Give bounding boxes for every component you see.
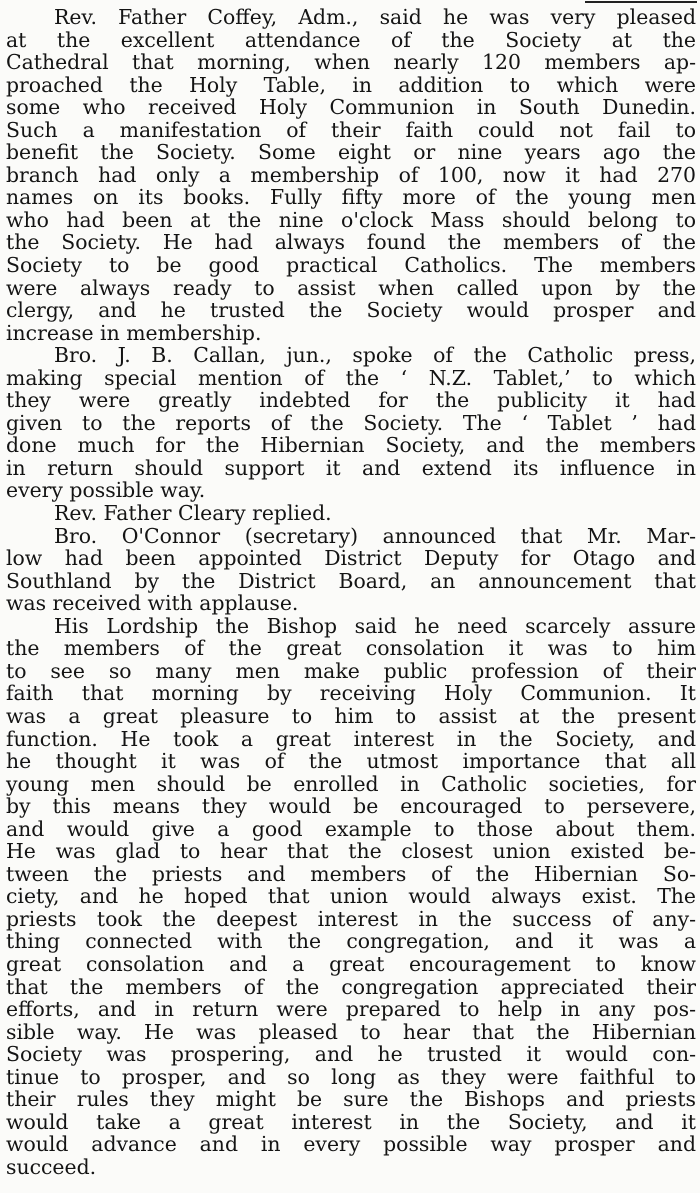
text-line: His Lordship the Bishop said he need scarcely assure [54, 613, 696, 638]
text-line: every possible way. [6, 478, 206, 503]
text-line: low had been appointed District Deputy for Otago and [6, 546, 696, 571]
text-line: who had been at the nine o'clock Mass should belong to [6, 207, 696, 232]
text-line: the members of the great consolation it was to him [6, 636, 696, 661]
text-line: Southland by the District Board, an announcement that [6, 568, 696, 593]
text-line: succeed. [6, 1154, 97, 1179]
text-line: by this means they would be encouraged to persevere, [6, 794, 696, 819]
text-line: Society was prospering, and he trusted it would con- [6, 1042, 696, 1067]
text-line: that the members of the congregation appreciated their [6, 974, 696, 999]
text-line: were always ready to assist when called upon by the [6, 275, 696, 300]
text-line: Bro. O'Connor (secretary) announced that Mr. Mar- [54, 523, 696, 548]
text-line: priests took the deepest interest in the success of any- [6, 906, 696, 931]
paragraph [6, 344, 696, 502]
text-line: he thought it was of the utmost importance that all [6, 749, 696, 774]
text-line: done much for the Hibernian Society, and the members [6, 433, 696, 458]
text-line: great consolation and a great encouragement to know [6, 951, 696, 976]
text-line: would take a great interest in the Society, and it [6, 1109, 696, 1134]
text-line: Bro. J. B. Callan, jun., spoke of the Catholic press, [54, 343, 696, 368]
text-line: names on its books. Fully fifty more of the young men [6, 185, 696, 210]
text-line: was received with applause. [6, 591, 299, 616]
text-line: sible way. He was pleased to hear that the Hibernian [6, 1019, 696, 1044]
paragraph [6, 615, 696, 1179]
text-line: Cathedral that morning, when nearly 120 members ap- [6, 50, 696, 75]
paragraph [6, 525, 696, 615]
text-line: faith that morning by receiving Holy Communion. It [6, 681, 696, 706]
text-line: Society to be good practical Catholics. The members [6, 253, 696, 278]
text-line: in return should support it and extend its influence in [6, 455, 696, 480]
text-line: ciety, and he hoped that union would always exist. The [6, 884, 696, 909]
text-line: given to the reports of the Society. The ‘ Tablet ’ had [6, 410, 696, 435]
text-line: some who received Holy Communion in South Dunedin. [6, 95, 696, 120]
text-line: they were greatly indebted for the publicity it had [6, 388, 696, 413]
text-line: proached the Holy Table, in addition to which were [6, 72, 696, 97]
text-line: their rules they might be sure the Bishops and priests [6, 1087, 696, 1112]
text-line: tween the priests and members of the Hibernian So- [6, 861, 696, 886]
text-line: making special mention of the ‘ N.Z. Tablet,’ to which [6, 365, 696, 390]
text-line: increase in membership. [6, 320, 262, 345]
text-line: the Society. He had always found the members of the [6, 230, 696, 255]
text-line: tinue to prosper, and so long as they were faithful to [6, 1064, 696, 1089]
text-line: He was glad to hear that the closest union existed be- [6, 839, 696, 864]
article-column [6, 6, 696, 1178]
text-line: at the excellent attendance of the Society at the [6, 27, 696, 52]
text-line: branch had only a membership of 100, now it had 270 [6, 162, 696, 187]
text-line: Such a manifestation of their faith could not fail to [6, 117, 696, 142]
text-line: Rev. Father Cleary replied. [54, 501, 332, 526]
text-line: to see so many men make public profession of their [6, 658, 696, 683]
text-line: and would give a good example to those about them. [6, 816, 696, 841]
text-line: function. He took a great interest in the Society, and [6, 726, 696, 751]
text-line: would advance and in every possible way prosper and [6, 1132, 696, 1157]
text-line: Rev. Father Coffey, Adm., said he was very pleased [54, 5, 696, 29]
paragraph [6, 6, 696, 344]
text-line: clergy, and he trusted the Society would prosper and [6, 298, 696, 323]
text-line: benefit the Society. Some eight or nine years ago the [6, 140, 696, 165]
text-line: was a great pleasure to him to assist at the present [6, 703, 696, 728]
paragraph [6, 502, 696, 525]
text-line: efforts, and in return were prepared to help in any pos- [6, 997, 696, 1022]
column-rule [585, 1, 697, 3]
text-line: thing connected with the congregation, and it was a [6, 929, 696, 954]
text-line: young men should be enrolled in Catholic societies, for [6, 771, 696, 796]
